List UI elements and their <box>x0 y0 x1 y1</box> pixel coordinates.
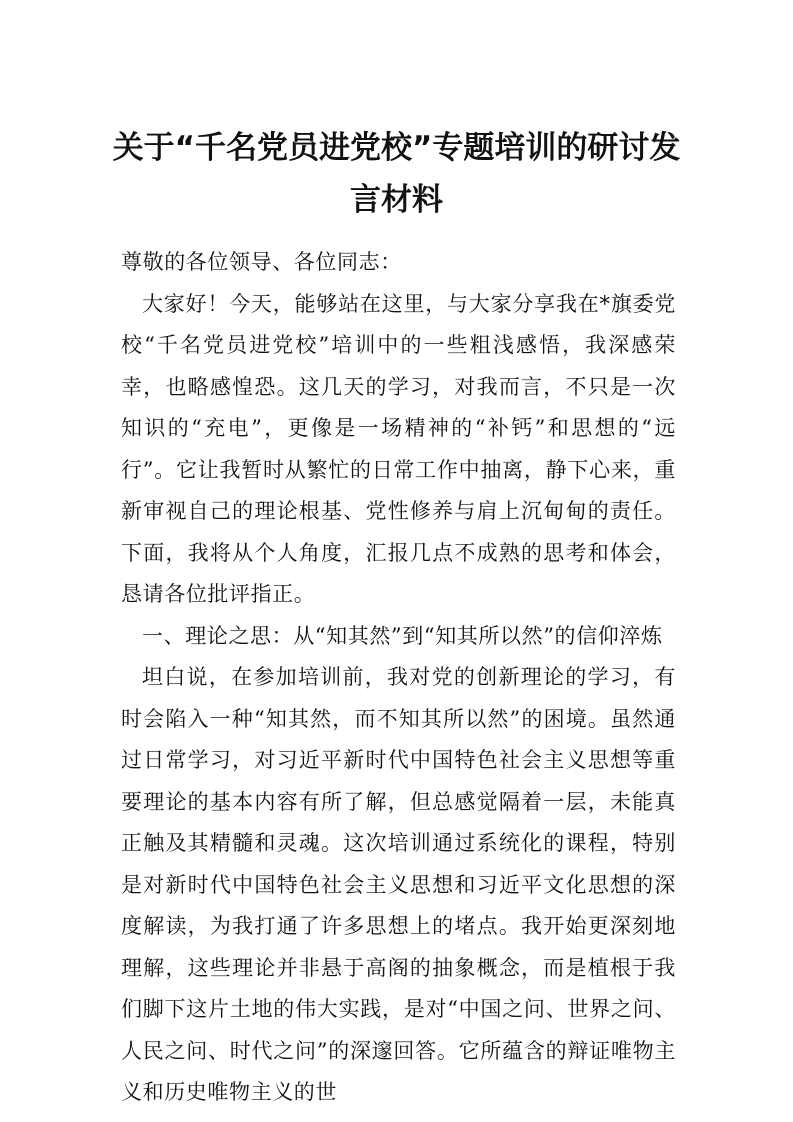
section-paragraph: 坦白说，在参加培训前，我对党的创新理论的学习，有时会陷入一种“知其然，而不知其所以然”的困境。虽然通过日常学习，对习近平新时代中国特色社会主义思想等重要理论的基本内容有所了解，但总感觉隔着一层，未能真正触及其精髓和灵魂。这次培训通过系统化的课程，特别是对新时代中国特色社会主义思想和习近平文化思想的深度解读，为我打通了许多思想上的堵点。我开始更深刻地理解，这些理论并非悬于高阁的抽象概念，而是植根于我们脚下这片土地的伟大实践，是对“中国之问、世界之问、人民之问、时代之问”的深邃回答。它所蕴含的辩证唯物主义和历史唯物主义的世 <box>121 665 676 1104</box>
intro-paragraph: 大家好！今天，能够站在这里，与大家分享我在*旗委党校“千名党员进党校”培训中的一些粗浅感悟，我深感荣幸，也略感惶恐。这几天的学习，对我而言，不只是一次知识的“充电”，更像是一场精神的“补钙”和思想的“远行”。它让我暂时从繁忙的日常工作中抽离，静下心来，重新审视自己的理论根基、党性修养与肩上沉甸甸的责任。下面，我将从个人角度，汇报几点不成熟的思考和体会，恳请各位批评指正。 <box>121 291 676 606</box>
document-title: 关于“千名党员进党校”专题培训的研讨发言材料 <box>112 130 681 218</box>
salutation: 尊敬的各位领导、各位同志： <box>121 250 402 274</box>
document-body <box>121 242 676 1114</box>
section-heading: 一、理论之思：从“知其然”到“知其所以然”的信仰淬炼 <box>142 623 663 648</box>
